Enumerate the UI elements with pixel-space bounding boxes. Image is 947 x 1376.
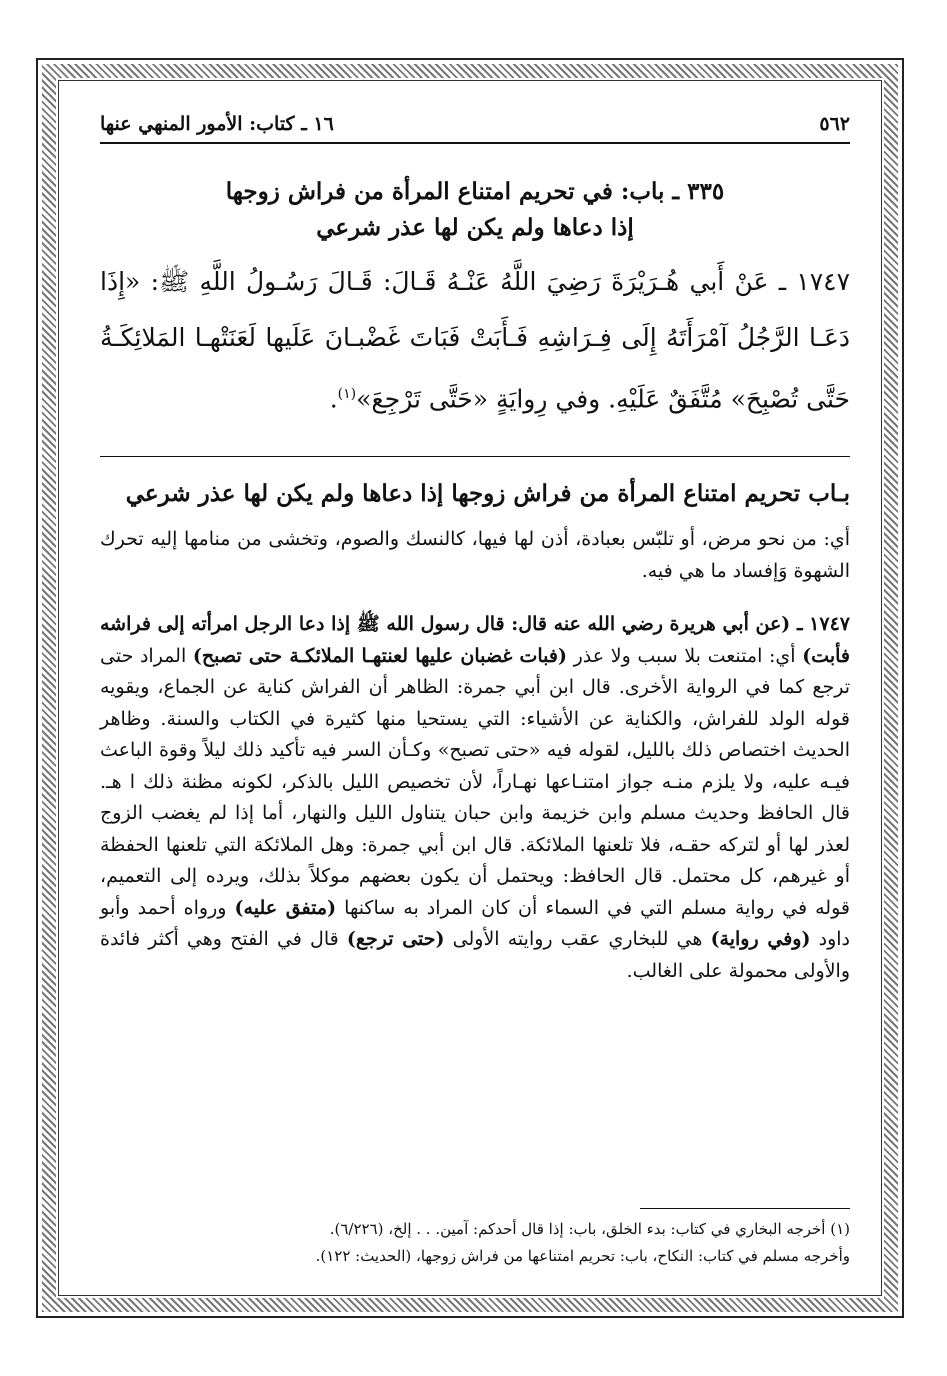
commentary-text: المراد حتى ترجع كما في الرواية الأخرى. قال ابن أبي جمرة: الظاهر أن الفراش كناية عن الجماع، ويقويه قوله الولد للفراش، والكناية عن الأشياء: التي يستحيا منها كثيرة في الكتاب والسنة. وظاهر الحديث اختصاص ذلك بالليل، لقوله فيه «حتى تصبح» وكـأن السر فيه تأكيد ذلك ليلاً وقوة الباعث فيـه عليه، ولا يلزم منـه جواز امتنـاعها نهـاراً، لأن تخصيص الليل بالذكر، لكونه مظنة ذلك ا هـ. قال الحافظ وحديث مسلم وابن خزيمة وابن حبان يتناول الليل والنهار، أما إذا لم يغضب الزوج لعذر لها أو لتركه حقـه، فلا تلعنها الملائكة. قال ابن أبي جمرة: وهل الملائكة التي تلعنها الحفظة أو غيرهم، كل محتمل. قال الحافظ: ويحتمل أن يكون بعضهم موكلاً بذلك، ويرده إلى التعميم، قوله في رواية مسلم التي في السماء أن كان المراد به ساكنها	[100, 644, 850, 919]
commentary-quote: (فبات غضبان عليها لعنتهـا الملائكـة حتى تصبح)	[192, 644, 567, 667]
chapter-label: ١٦ ـ كتاب: الأمور المنهي عنها	[100, 113, 334, 135]
commentary-paragraph	[100, 609, 850, 987]
commentary-quote: ١٧٤٧ ـ (عن أبي هريرة رضي الله عنه قال: قال رسول الله ﷺ إذا دعا الرجل امرأته إلى فراشه فأبت)	[100, 613, 850, 667]
commentary-text: ورواه أحمد وأبو داود	[100, 896, 850, 950]
hadith-body: ١٧٤٧ ـ عَنْ أَبي هُـرَيْرَةَ رَضِيَ اللَّهُ عَنْـهُ قَـالَ: قَـالَ رَسُـولُ اللَّهِ ﷺ: «إِذَا دَعَـا الرَّجُلُ آمْرَأَتَهُ إِلَى فِـرَاشِهِ فَـأَبَتْ فَبَاتَ غَضْبـانَ عَلَيها لَعَنَتْهـا المَلائِكَـةُ حَتَّى تُصْبِحَ» مُتَّفَقٌ عَلَيْهِ. وفي رِوايَةٍ «حَتَّى تَرْجِعَ»	[100, 267, 850, 414]
commentary-quote: (متفق عليه)	[234, 896, 337, 919]
footnote-line: (١) أخرجه البخاري في كتاب: بدء الخلق، باب: إذا قال أحدكم: آمين. . . إلخ، (٦/٢٢٦).	[329, 1220, 850, 1238]
chapter-title	[100, 174, 850, 246]
commentary-quote: (وفي رواية)	[710, 928, 811, 950]
commentary-quote: (حتى ترجع)	[346, 928, 445, 950]
commentary-explanation: أي: من نحو مرض، أو تلبّس بعبادة، أذن لها فيها، كالنسك والصوم، وتخشى من منامها إليه تحرك الشهوة وَإفساد ما هي فيه.	[100, 528, 850, 582]
commentary-title: بـاب تحريم امتناع المرأة من فراش زوجها إذا دعاها ولم يكن لها عذر شرعي	[125, 480, 850, 507]
footnotes	[100, 1216, 850, 1270]
chapter-title-line2: إذا دعاها ولم يكن لها عذر شرعي	[316, 214, 634, 241]
section-divider	[100, 456, 850, 457]
commentary-text: هي للبخاري عقب روايته الأولى	[444, 928, 711, 950]
footnote-marker: (١)	[337, 386, 357, 402]
commentary-text: قال في الفتح وهي أكثر فائدة والأولى محمولة على الغالب.	[100, 928, 850, 982]
chapter-title-line1: ٣٣٥ ـ باب: في تحريم امتناع المرأة من فراش زوجها	[225, 178, 725, 205]
hadith-text	[100, 254, 850, 427]
footnote-line: وأخرجه مسلم في كتاب: النكاح، باب: تحريم امتناعها من فراش زوجها، (الحديث: ١٢٢).	[315, 1247, 850, 1265]
running-header	[100, 106, 850, 144]
commentary-text: أي: امتنعت بلا سبب ولا عذر	[566, 644, 803, 667]
paragraph-gap	[100, 587, 850, 609]
page-content	[100, 96, 850, 1296]
commentary	[100, 474, 850, 987]
footnote-separator	[640, 1208, 850, 1209]
page-number: ٥٦٢	[819, 113, 850, 135]
hadith-trailing: .	[329, 384, 338, 414]
